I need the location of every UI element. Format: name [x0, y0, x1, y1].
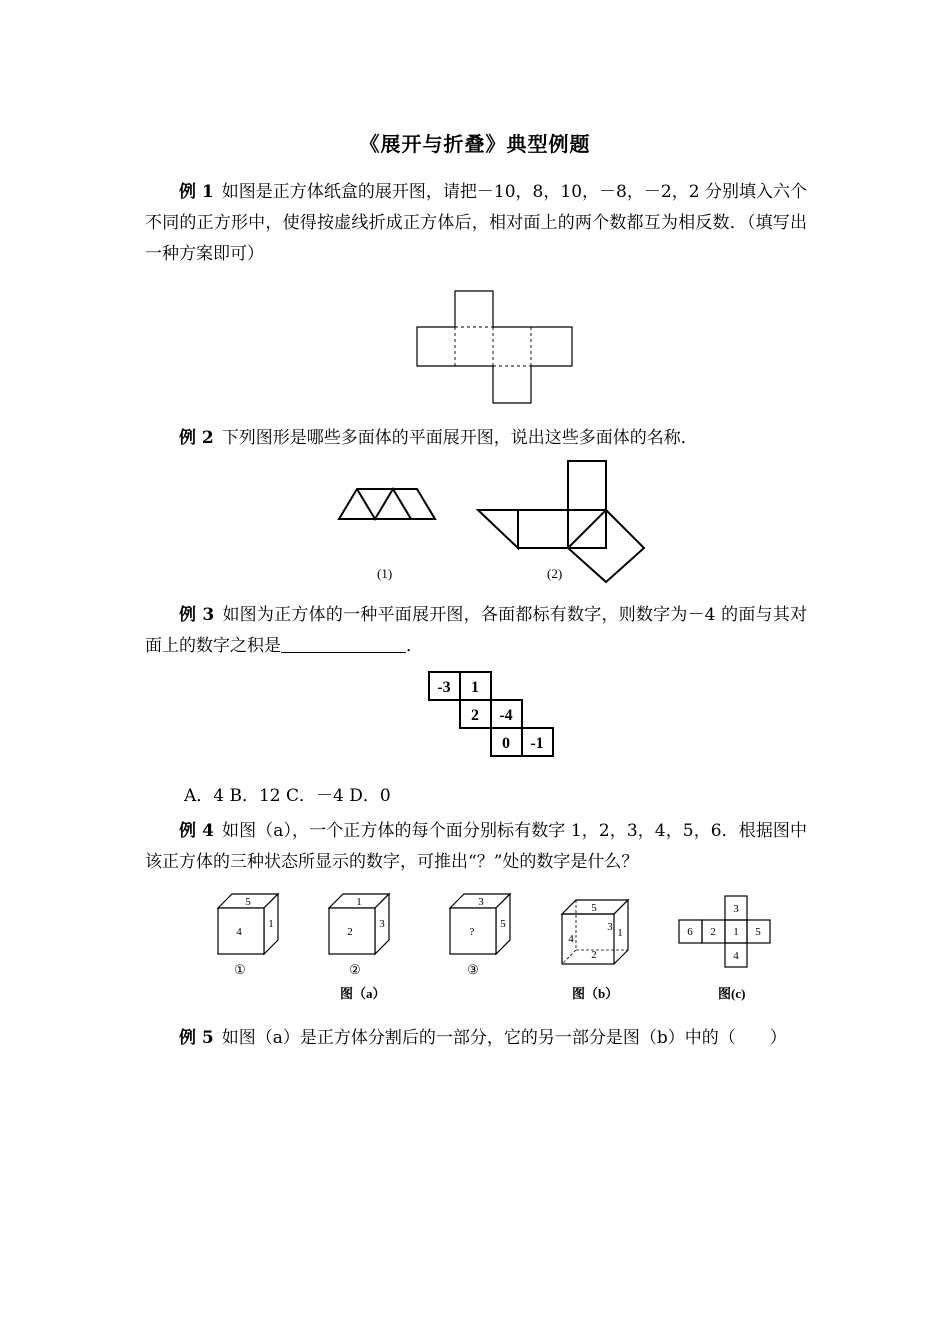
- example-5-label: 例 5: [179, 1028, 214, 1048]
- cube-state-1: [212, 892, 284, 980]
- cube1-right: 1: [268, 918, 274, 930]
- cube-transparent-b: [558, 898, 634, 968]
- cube3-right: 5: [500, 918, 506, 930]
- net-cell-4: -4: [499, 707, 513, 724]
- example-4-body: 如图（a），一个正方体的每个面分别标有数字 1，2，3，4，5，6．根据图中该正方体的三种状态所显示的数字，可推出“？”处的数字是什么？: [145, 821, 808, 872]
- netc-bottom: 4: [733, 950, 739, 962]
- caption-fig-c: 图(c): [718, 986, 746, 1001]
- example-2-text: [145, 423, 807, 454]
- netc-row-3: 1: [733, 926, 739, 938]
- example-4-text: [145, 816, 807, 878]
- cube2-right: 3: [379, 918, 385, 930]
- cube2-mark: ②: [349, 962, 361, 977]
- cube1-top: 5: [245, 896, 251, 908]
- cubeb-top: 5: [591, 902, 597, 914]
- netc-top: 3: [733, 903, 739, 915]
- example-2-figure-1: [335, 486, 445, 586]
- answer-blank[interactable]: [281, 634, 406, 653]
- example-5-body: 如图（a）是正方体分割后的一部分，它的另一部分是图（b）中的（ ）: [221, 1028, 787, 1048]
- net-cell-1: -3: [437, 679, 451, 696]
- example-3-body: 如图为正方体的一种平面展开图，各面都标有数字，则数字为－4 的面与其对面上的数字之积是: [145, 605, 808, 656]
- caption-fig-b: 图（b）: [572, 986, 619, 1001]
- cube2-front: 2: [347, 926, 353, 938]
- net-cell-3: 2: [471, 707, 479, 724]
- cubeb-bottom: 2: [591, 949, 597, 961]
- net-cell-6: -1: [530, 735, 544, 752]
- example-1-body: 如图是正方体纸盒的展开图，请把－10，8，10，－8，－2，2 分别填入六个不同的正方形中，使得按虚线折成正方体后，相对面上的两个数都互为相反数．（填写出一种方案即可）: [145, 182, 807, 264]
- example-2-caption-2: (2): [547, 566, 563, 581]
- example-3-label: 例 3: [179, 605, 215, 625]
- example-4-label: 例 4: [179, 821, 214, 841]
- net-cell-2: 1: [471, 679, 479, 696]
- example-2-figure-2: [475, 458, 655, 584]
- cubeb-back: 3: [607, 921, 613, 933]
- cubeb-left: 4: [568, 933, 574, 945]
- example-4-captions: [330, 983, 780, 1005]
- caption-fig-a: 图（a）: [340, 986, 386, 1001]
- cube3-mark: ③: [467, 962, 479, 977]
- example-2-body: 下列图形是哪些多面体的平面展开图，说出这些多面体的名称．: [221, 428, 698, 448]
- example-3-end: ．: [406, 636, 423, 656]
- net-cell-5: 0: [502, 735, 510, 752]
- page-title: 《展开与折叠》典型例题: [359, 132, 591, 156]
- netc-row-2: 2: [710, 926, 716, 938]
- cube-state-2: [323, 892, 395, 980]
- example-3-options: A．4 B．12 C．－4 D．0: [184, 786, 391, 806]
- cube1-mark: ①: [234, 962, 246, 977]
- example-1-label: 例 1: [179, 182, 214, 202]
- example-5-text: [145, 1023, 807, 1054]
- cube1-front: 4: [236, 926, 242, 938]
- cube3-front: ?: [469, 926, 475, 938]
- netc-row-1: 6: [687, 926, 693, 938]
- cube2-top: 1: [356, 896, 362, 908]
- cube-net-c: [676, 895, 776, 970]
- example-2-label: 例 2: [179, 428, 214, 448]
- cube3-top: 3: [478, 896, 484, 908]
- cubeb-right: 1: [617, 927, 623, 939]
- example-3-number-net: [428, 671, 558, 761]
- example-1-text: [145, 177, 807, 270]
- netc-row-4: 5: [755, 926, 761, 938]
- example-3-text: [145, 600, 807, 662]
- example-2-caption-1: (1): [377, 566, 393, 581]
- example-1-cube-net: [415, 290, 575, 405]
- cube-state-3: [444, 892, 516, 980]
